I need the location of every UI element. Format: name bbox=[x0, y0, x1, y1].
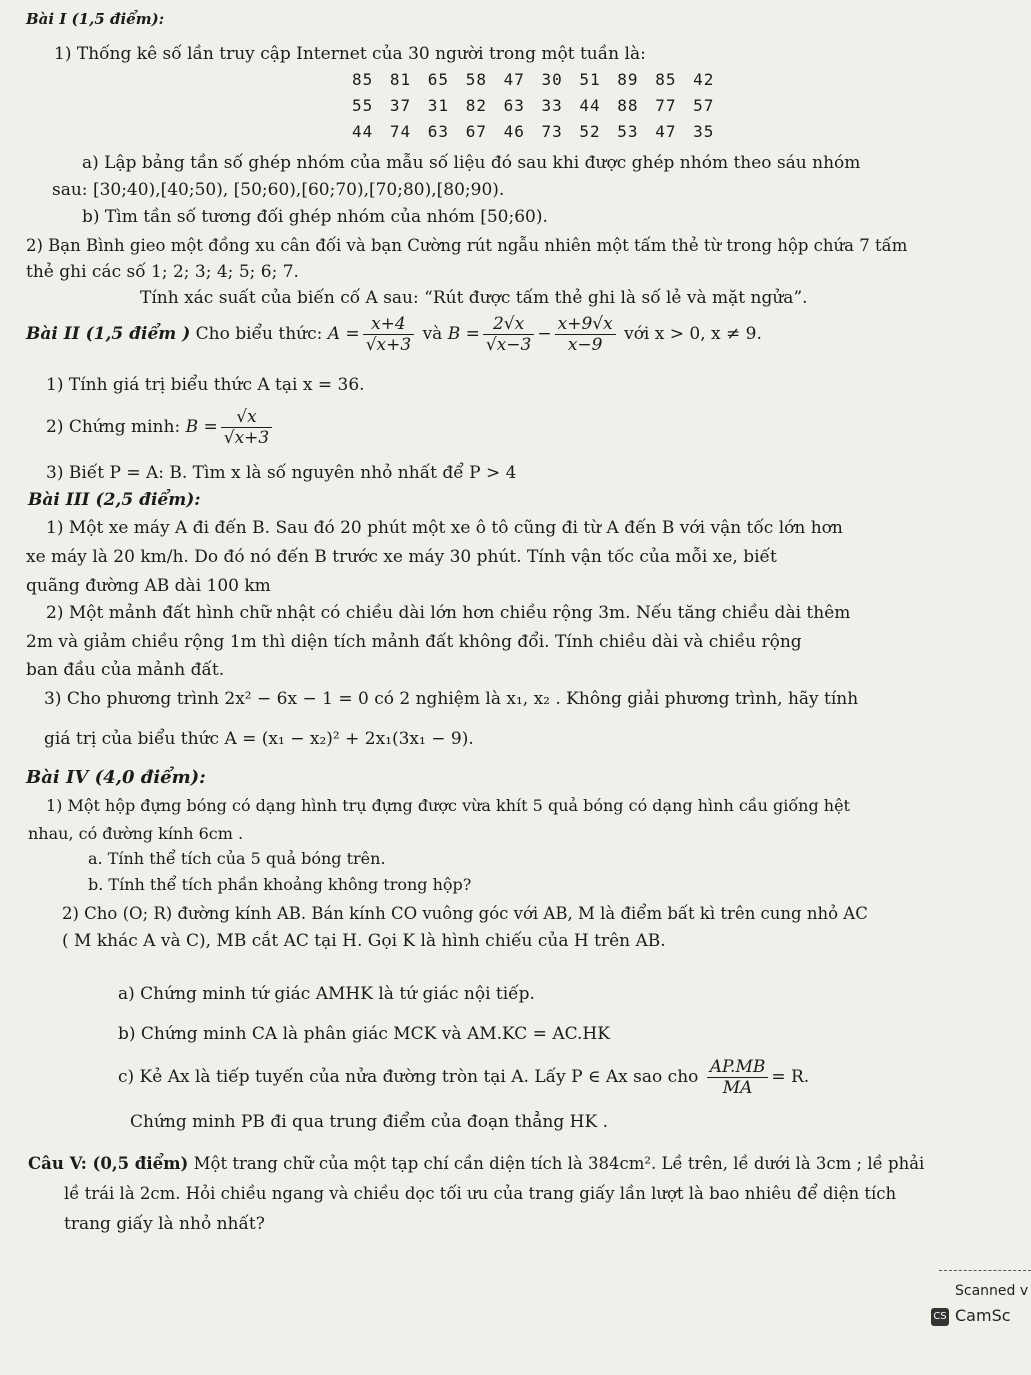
stamp-divider bbox=[939, 1270, 1031, 1271]
s4-q2c-denominator: MA bbox=[707, 1077, 769, 1098]
s3-q3-line2: giá trị của biểu thức A = (x₁ − x₂)² + 2x₁(3x₁ − 9). bbox=[44, 729, 474, 749]
s4-q2-line2: ( M khác A và C), MB cắt AC tại H. Gọi K là hình chiếu của H trên AB. bbox=[62, 931, 666, 951]
stamp-scanned-text: Scanned v bbox=[955, 1283, 1029, 1299]
camscanner-stamp bbox=[931, 1267, 1031, 1375]
expr-b-lhs: B = bbox=[447, 324, 480, 344]
s3-q2-line2: 2m và giảm chiều rộng 1m thì diện tích mảnh đất không đổi. Tính chiều dài và chiều rộng bbox=[26, 632, 802, 652]
expr-b-denominator-2: x−9 bbox=[555, 334, 616, 355]
s4-q2c-text: c) Kẻ Ax là tiếp tuyến của nửa đường tròn tại A. Lấy P ∈ Ax sao cho bbox=[118, 1067, 699, 1087]
s5-line1-text: Một trang chữ của một tạp chí cần diện tích là 384cm². Lề trên, lề dưới là 3cm ; lề phải bbox=[188, 1154, 925, 1173]
s2-q2 bbox=[46, 402, 275, 452]
s3-q1-line3: quãng đường AB dài 100 km bbox=[26, 576, 271, 596]
stamp-brand bbox=[931, 1306, 1011, 1326]
s3-q3-line1: 3) Cho phương trình 2x² − 6x − 1 = 0 có 2 nghiệm là x₁, x₂ . Không giải phương trình, hãy tính bbox=[44, 689, 859, 709]
expr-a-denominator: √x+3 bbox=[363, 334, 414, 355]
expr-b-minus: − bbox=[537, 324, 552, 344]
expr-a-numerator: x+4 bbox=[371, 313, 406, 334]
s2-q2-lhs: B = bbox=[185, 417, 218, 437]
s4-q1b: b. Tính thể tích phần khoảng không trong hộp? bbox=[88, 875, 472, 894]
s2-and: và bbox=[422, 324, 443, 344]
s1-q1: 1) Thống kê số lần truy cập Internet của 30 người trong một tuần là: bbox=[54, 44, 646, 64]
s4-q2c-line2: Chứng minh PB đi qua trung điểm của đoạn thẳng HK . bbox=[130, 1112, 608, 1132]
s3-q1-line2: xe máy là 20 km/h. Do đó nó đến B trước xe máy 30 phút. Tính vận tốc của mỗi xe, biết bbox=[26, 547, 777, 567]
s2-condition: với x > 0, x ≠ 9. bbox=[624, 324, 762, 344]
data-row-1: 85 81 65 58 47 30 51 89 85 42 bbox=[352, 70, 715, 89]
expr-b-denominator-1: √x−3 bbox=[483, 334, 534, 355]
s5-line3: trang giấy là nhỏ nhất? bbox=[64, 1214, 265, 1234]
s1-q2-line2: thẻ ghi các số 1; 2; 3; 4; 5; 6; 7. bbox=[26, 262, 299, 282]
expr-a-lhs: A = bbox=[327, 324, 360, 344]
s4-q2c bbox=[118, 1052, 809, 1102]
s2-intro: Cho biểu thức: bbox=[195, 324, 323, 344]
s4-q2a: a) Chứng minh tứ giác AMHK là tứ giác nội tiếp. bbox=[118, 984, 535, 1004]
s1-qb: b) Tìm tần số tương đối ghép nhóm của nhóm [50;60). bbox=[82, 207, 548, 227]
s2-q2-numerator: √x bbox=[236, 406, 257, 427]
s1-q2-line1: 2) Bạn Bình gieo một đồng xu cân đối và bạn Cường rút ngẫu nhiên một tấm thẻ từ trong hộp chứa 7 tấm bbox=[26, 236, 908, 255]
camscanner-icon: CS bbox=[931, 1308, 949, 1326]
s1-q2-line3: Tính xác suất của biến cố A sau: “Rút được tấm thẻ ghi là số lẻ và mặt ngửa”. bbox=[140, 288, 808, 308]
s3-q2-line1: 2) Một mảnh đất hình chữ nhật có chiều dài lớn hơn chiều rộng 3m. Nếu tăng chiều dài thêm bbox=[46, 603, 851, 623]
stamp-brand-text: CamSc bbox=[955, 1306, 1011, 1325]
s3-q1-line1: 1) Một xe máy A đi đến B. Sau đó 20 phút một xe ô tô cũng đi từ A đến B với vận tốc lớn hơn bbox=[46, 518, 843, 538]
s2-q1: 1) Tính giá trị biểu thức A tại x = 36. bbox=[46, 375, 365, 395]
s2-q2-denominator: √x+3 bbox=[221, 427, 272, 448]
s2-q3: 3) Biết P = A: B. Tìm x là số nguyên nhỏ nhất để P > 4 bbox=[46, 463, 517, 483]
s5-line1 bbox=[28, 1153, 924, 1175]
s5-line2: lề trái là 2cm. Hỏi chiều ngang và chiều dọc tối ưu của trang giấy lần lượt là bao nhiêu để diện tích bbox=[64, 1184, 897, 1203]
data-row-2: 55 37 31 82 63 33 44 88 77 57 bbox=[352, 96, 715, 115]
section-2-title: Bài II (1,5 điểm ) bbox=[26, 324, 191, 344]
s1-qa-groups: sau: [30;40),[40;50), [50;60),[60;70),[70;80),[80;90). bbox=[52, 180, 505, 200]
s4-q2b: b) Chứng minh CA là phân giác MCK và AM.KC = AC.HK bbox=[118, 1024, 610, 1044]
s2-header bbox=[26, 310, 762, 358]
s3-q2-line3: ban đầu của mảnh đất. bbox=[26, 660, 225, 680]
expr-b-fraction-1 bbox=[483, 314, 534, 355]
expr-b-numerator-1: 2√x bbox=[492, 313, 525, 334]
s4-q1a: a. Tính thể tích của 5 quả bóng trên. bbox=[88, 849, 386, 868]
s4-q1-line1: 1) Một hộp đựng bóng có dạng hình trụ đựng được vừa khít 5 quả bóng có dạng hình cầu giống hệt bbox=[46, 796, 850, 815]
s1-qa: a) Lập bảng tần số ghép nhóm của mẫu số liệu đó sau khi được ghép nhóm theo sáu nhóm bbox=[82, 153, 861, 173]
s4-q2-line1: 2) Cho (O; R) đường kính AB. Bán kính CO vuông góc với AB, M là điểm bất kì trên cung nhỏ AC bbox=[62, 904, 868, 923]
section-1-title: Bài I (1,5 điểm): bbox=[26, 10, 165, 28]
s4-q2c-numerator: AP.MB bbox=[709, 1056, 766, 1077]
s4-q2c-fraction bbox=[707, 1057, 769, 1098]
expr-a-fraction bbox=[363, 314, 414, 355]
s2-q2-fraction bbox=[221, 407, 272, 448]
data-row-3: 44 74 63 67 46 73 52 53 47 35 bbox=[352, 122, 715, 141]
s4-q2c-equals: = R. bbox=[771, 1067, 810, 1087]
section-3-title: Bài III (2,5 điểm): bbox=[28, 490, 201, 510]
section-5-title: Câu V: (0,5 điểm) bbox=[28, 1154, 189, 1173]
expr-b-numerator-2: x+9√x bbox=[557, 313, 613, 334]
section-4-title: Bài IV (4,0 điểm): bbox=[26, 767, 206, 788]
expr-b-fraction-2 bbox=[555, 314, 616, 355]
s4-q1-line2: nhau, có đường kính 6cm . bbox=[28, 824, 244, 843]
s2-q2-label: 2) Chứng minh: bbox=[46, 417, 181, 437]
